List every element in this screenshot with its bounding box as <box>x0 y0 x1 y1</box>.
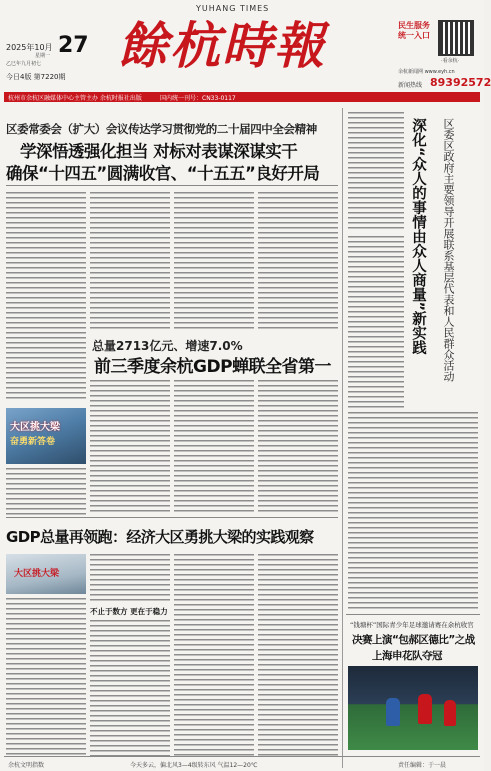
article1-headline-1[interactable]: 学深悟透强化担当 对标对表谋深谋实干 <box>20 142 298 161</box>
article3-photo <box>6 554 86 594</box>
article5-headline-1[interactable]: 决赛上演“包郝区德比”之战 <box>352 634 475 646</box>
qr-code-icon[interactable] <box>438 20 474 56</box>
article1-body-col1 <box>6 192 86 402</box>
article3-body-col4 <box>258 554 338 758</box>
article2-photo <box>6 408 86 464</box>
article1-headline-2[interactable]: 确保“十四五”圆满收官、“十五五”良好开局 <box>6 164 320 183</box>
service-label: 民生服务 <box>398 21 430 30</box>
masthead-date-line: 2025年10月 <box>6 43 53 52</box>
article3-subhead: 不止于数方 更在于稳力 <box>90 607 168 616</box>
hotline-label: 新闻热线 <box>398 82 423 89</box>
rule-under-headline <box>6 185 338 186</box>
football-match-photo <box>348 666 478 750</box>
photo-text-1: 大区挑大梁 <box>10 422 60 433</box>
masthead-title: 餘杭時報 <box>118 16 326 75</box>
article1-kicker: 区委常委会（扩大）会议传达学习贯彻党的二十届四中全会精神 <box>6 122 317 136</box>
rule-above-article5 <box>346 614 480 615</box>
article2-body-col4 <box>258 380 338 512</box>
hotline-number: 89392572 <box>430 76 491 89</box>
player-blue <box>386 698 400 726</box>
website[interactable]: 余杭新闻网 www.eyh.cn <box>398 69 455 75</box>
article5-kicker: “钱塘杯”国际青少年足球邀请赛在余杭收官 <box>350 621 474 629</box>
article3-body-col3 <box>174 554 254 758</box>
footer-editor: 责任编辑：于一晨 <box>398 762 447 769</box>
rule-above-article3 <box>6 517 338 518</box>
article2-body-col1 <box>6 468 86 516</box>
article3-body-col1 <box>6 598 86 758</box>
service-sub: 统一入口 <box>398 31 430 40</box>
footer-weather: 今天多云，偏北风3—4级转东风 气温12—20℃ <box>130 762 258 769</box>
masthead-weekday: 星期一 <box>35 53 51 59</box>
article2-kicker: 总量2713亿元、增速7.0% <box>92 339 243 353</box>
scan-hint: ·看余杭· <box>441 58 460 64</box>
article1-body-col3 <box>174 192 254 332</box>
masthead-day: 27 <box>58 33 89 58</box>
masthead-edition-info: 今日4版 第7220期 <box>6 73 66 81</box>
publisher-line: 杭州市余杭区融媒体中心主管主办 余杭时报社出版 <box>8 95 142 102</box>
article1-body-col2 <box>90 192 170 332</box>
footer-left: 余杭文明指数 <box>8 762 45 769</box>
player-red-2 <box>444 700 456 726</box>
article1-body-col4 <box>258 192 338 332</box>
article3-body-col2b <box>90 620 170 758</box>
article3-body-col2 <box>90 554 170 602</box>
article4-vertical-kicker: 区委区政府主要领导开展联系基层代表和人民群众活动 <box>442 118 455 382</box>
masthead-en-name: YUHANG TIMES <box>196 4 270 13</box>
article5-headline-2[interactable]: 上海申花队夺冠 <box>372 650 442 662</box>
article4-vertical-title[interactable]: 深化“众人的事情由众人商量”新实践 <box>410 118 426 355</box>
footer-rule <box>4 756 480 757</box>
article4-body-col1 <box>348 112 404 232</box>
photo2-text: 大区挑大梁 <box>14 569 60 579</box>
player-red <box>418 694 432 724</box>
article3-headline[interactable]: GDP总量再领跑：经济大区勇挑大梁的实践观察 <box>6 528 314 546</box>
article4-body-wide <box>348 412 478 612</box>
article4-body-col2 <box>348 236 404 408</box>
article2-body-col2 <box>90 380 170 512</box>
article2-body-col3 <box>174 380 254 512</box>
column-divider <box>342 108 343 768</box>
masthead-lunar: 乙巳年九月初七 <box>6 61 42 67</box>
article2-headline[interactable]: 前三季度余杭GDP蝉联全省第一 <box>94 357 332 377</box>
photo-text-2: 奋勇新答卷 <box>10 437 56 447</box>
issue-code: 国内统一刊号：CN33-0117 <box>160 95 236 102</box>
